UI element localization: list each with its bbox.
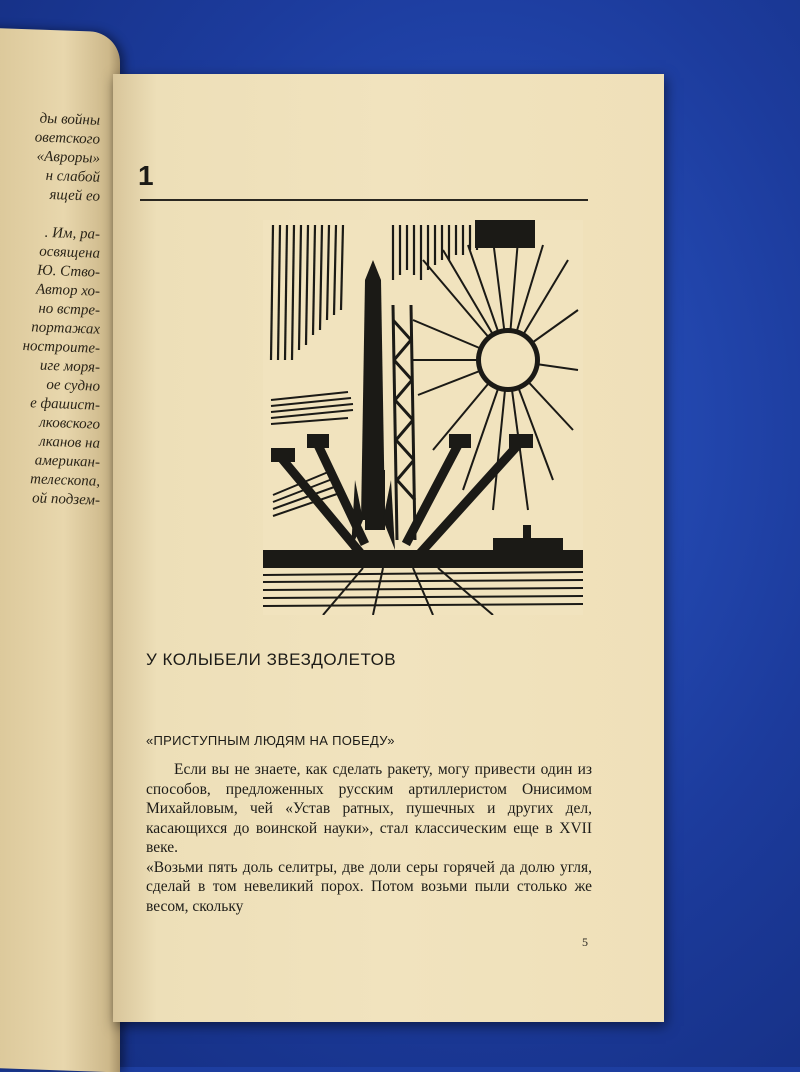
left-line: н слабой [45,167,100,186]
left-line: но встре- [38,300,100,319]
left-line: портажах [31,319,100,338]
left-line: ое судно [46,376,100,395]
left-line: американ- [34,452,100,471]
left-line: ящей ео [49,186,100,205]
left-line: иге моря- [39,357,100,376]
body-text [146,760,592,916]
left-line: лковского [39,414,100,433]
page-number: 5 [582,935,588,949]
chapter-heading: У КОЛЫБЕЛИ ЗВЕЗДОЛЕТОВ [146,650,397,669]
left-line: лканов на [39,433,100,452]
paragraph: «Возьми пять доль селитры, две доли серы горячей да долю угля, сделай в том невеликий порох. Потом возьми пыли столько же весом, скольку [146,858,592,915]
left-line: оветского [34,129,100,148]
left-line: «Авроры» [36,148,100,167]
rocket-launch-illustration [263,220,583,615]
chapter-rule [140,199,588,201]
left-line: ды войны [39,110,100,129]
left-line: Ю. Ство- [37,262,100,281]
left-line: е фашист- [30,395,100,414]
left-page [0,28,120,1072]
left-line: ой подзем- [32,490,100,509]
left-line: освящена [39,243,100,262]
chapter-number: 1 [138,160,154,191]
left-line: телескопа, [30,471,100,490]
left-page-text [0,108,100,511]
left-line: ностроите- [22,338,100,357]
paragraph: Если вы не знаете, как сделать ракету, могу привести один из способов, предложенных русским артиллеристом Онисимом Михайловым, чей «Устав ратных, пушечных и других дел, касающихся до воинской науки», стал классическим еще в XVII веке. [146,761,592,856]
left-line: . Им, ра- [44,224,100,243]
section-subheading: «ПРИСТУПНЫМ ЛЮДЯМ НА ПОБЕДУ» [146,733,395,748]
left-line: Автор хо- [35,281,100,300]
